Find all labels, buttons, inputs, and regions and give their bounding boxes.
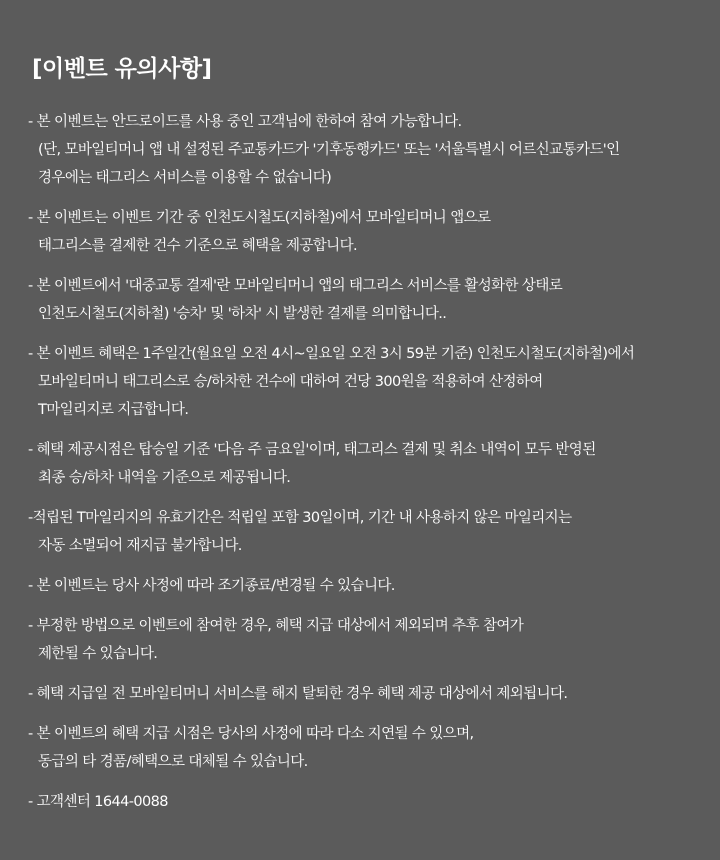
notice-item-line: - 본 이벤트는 안드로이드를 사용 중인 고객님에 한하여 참여 가능합니다. (28, 114, 462, 130)
notice-item-line: - 혜택 제공시점은 탑승일 기준 '다음 주 금요일'이며, 태그리스 결제 및 취소 내역이 모두 반영된 (28, 442, 596, 458)
notice-item-line: 자동 소멸되어 재지급 불가합니다. (38, 538, 242, 554)
notice-item-line: 모바일티머니 태그리스로 승/하차한 건수에 대하여 건당 300원을 적용하여 산정하여 (38, 374, 543, 390)
notice-item-line: 최종 승/하차 내역을 기준으로 제공됩니다. (38, 470, 291, 486)
notice-item-line: - 부정한 방법으로 이벤트에 참여한 경우, 혜택 지급 대상에서 제외되며 추후 참여가 (28, 618, 524, 634)
notice-item-line: - 본 이벤트에서 '대중교통 결제'란 모바일티머니 앱의 태그리스 서비스를 활성화한 상태로 (28, 278, 563, 294)
notice-item-line: - 본 이벤트는 이벤트 기간 중 인천도시철도(지하철)에서 모바일티머니 앱으로 (28, 210, 491, 226)
notice-item-line: - 본 이벤트 혜택은 1주일간(월요일 오전 4시~일요일 오전 3시 59분 기준) 인천도시철도(지하철)에서 (28, 346, 635, 362)
notice-item-line: 태그리스를 결제한 건수 기준으로 혜택을 제공합니다. (38, 238, 358, 254)
notice-item-line: 경우에는 태그리스 서비스를 이용할 수 없습니다) (38, 170, 332, 186)
notice-item-line: T마일리지로 지급합니다. (38, 402, 189, 418)
notice-item-3 (28, 272, 700, 328)
notice-item-line: - 본 이벤트는 당사 사정에 따라 조기종료/변경될 수 있습니다. (28, 578, 395, 594)
notice-item-9 (28, 680, 700, 708)
notice-item-line: - 혜택 지급일 전 모바일티머니 서비스를 해지 탈퇴한 경우 혜택 제공 대상에서 제외됩니다. (28, 686, 568, 702)
notice-title: [이벤트 유의사항] (32, 56, 212, 82)
notice-item-line: 인천도시철도(지하철) '승차' 및 '하차' 시 발생한 결제를 의미합니다.. (38, 306, 447, 322)
notice-item-4 (28, 340, 700, 424)
notice-item-line: 제한될 수 있습니다. (38, 646, 158, 662)
notice-item-line: - 본 이벤트의 혜택 지급 시점은 당사의 사정에 따라 다소 지연될 수 있으며, (28, 726, 474, 742)
notice-item-1 (28, 108, 700, 192)
notice-item-10 (28, 720, 700, 776)
notice-item-8 (28, 612, 700, 668)
customer-center-text: - 고객센터 1644-0088 (28, 794, 168, 810)
notice-item-line: -적립된 T마일리지의 유효기간은 적립일 포함 30일이며, 기간 내 사용하지 않은 마일리지는 (28, 510, 572, 526)
notice-item-line: 동급의 타 경품/혜택으로 대체될 수 있습니다. (38, 754, 308, 770)
notice-item-7 (28, 572, 700, 600)
notice-item-2 (28, 204, 700, 260)
notice-list (28, 108, 700, 816)
notice-item-customer-center (28, 788, 700, 816)
notice-item-6 (28, 504, 700, 560)
notice-item-5 (28, 436, 700, 492)
notice-item-line: (단, 모바일티머니 앱 내 설정된 주교통카드가 '기후동행카드' 또는 '서울특별시 어르신교통카드'인 (38, 142, 620, 158)
